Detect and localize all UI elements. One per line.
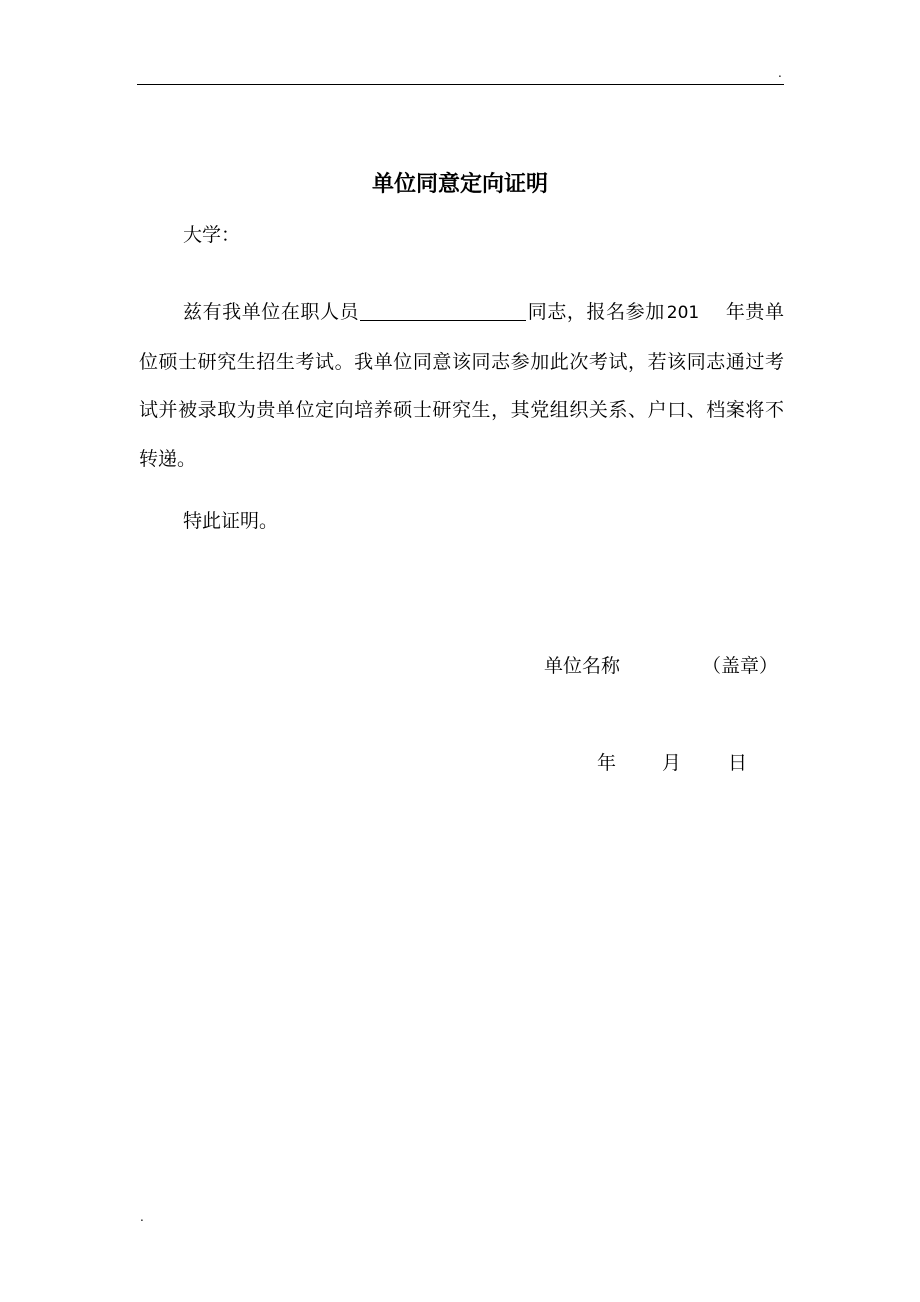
body-text-part1: 兹有我单位在职人员 xyxy=(183,301,360,323)
date-month-label: 月 xyxy=(662,752,682,774)
body-text-part3: 年贵单位硕士研究生招生考试。我单位同意该同志参加此次考试，若该同志通过考试并被录取为贵单位定向培养硕士研究生，其党组织关系、户口、档案将不转递。 xyxy=(139,301,784,470)
closing-text: 特此证明。 xyxy=(183,510,279,532)
date-year-label: 年 xyxy=(597,752,617,774)
body-paragraph xyxy=(139,288,784,483)
salutation: 大学： xyxy=(183,224,241,246)
unit-name-label: 单位名称 xyxy=(544,655,621,677)
document-title: 单位同意定向证明 xyxy=(371,172,548,197)
footer-dot: . xyxy=(140,1210,144,1224)
date-day-label: 日 xyxy=(728,752,748,774)
body-text-part2: 同志，报名参加 xyxy=(527,301,665,323)
year-prefix: 201 xyxy=(666,303,700,323)
seal-label: （盖章） xyxy=(702,655,779,677)
name-blank-line xyxy=(360,298,526,321)
header-dot: . xyxy=(778,66,782,80)
header-rule xyxy=(137,84,784,85)
